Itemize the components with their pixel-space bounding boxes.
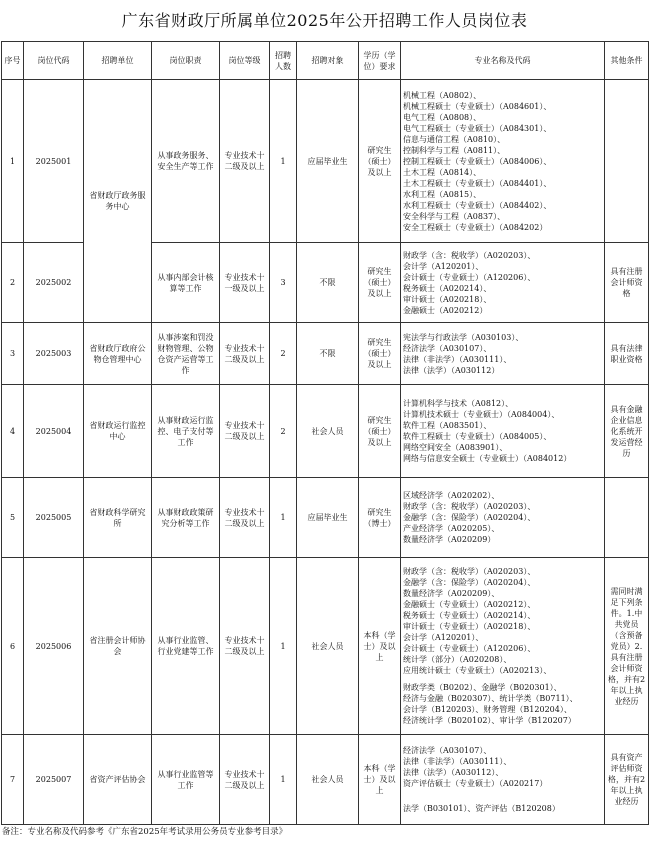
cell-seq: 1 (2, 80, 24, 243)
cell-code: 2025004 (24, 385, 84, 478)
cell-level: 专业技术十一级及以上 (220, 243, 270, 323)
cell-unit: 省财政厅政府公物仓管理中心 (84, 323, 152, 385)
cell-unit: 省资产评估协会 (84, 735, 152, 825)
major-line: 财政学（含：税收学）（A020203）、 (403, 502, 536, 511)
cell-edu: 本科（学士）及以上 (359, 735, 401, 825)
cell-code: 2025002 (24, 243, 84, 323)
major-line: 金融硕士（专业硕士）（A020212）、 (403, 600, 536, 609)
table-row (2, 323, 649, 385)
major-line: 宪法学与行政法学（A030103）、 (403, 332, 524, 342)
cell-other: 需同时满足下列条件。1.中共党员（含预备党员）2.具有注册会计师资格，并有2年以上执业经历 (605, 558, 649, 735)
cell-target: 应届毕业生 (297, 478, 359, 558)
table-row (2, 80, 649, 243)
major-line: 土木工程（A0814）、 (403, 167, 482, 177)
major-line: 水利工程硕士（专业硕士）（A084402）、 (403, 200, 552, 210)
major-line: 机械工程硕士（专业硕士）（A084601）、 (403, 101, 552, 111)
major-line: 应用统计硕士（专业硕士）（A020213）、 (403, 666, 552, 675)
cell-seq: 7 (2, 735, 24, 825)
cell-target: 社会人员 (297, 735, 359, 825)
table-row (2, 385, 649, 478)
cell-num: 1 (270, 558, 297, 735)
cell-unit: 省注册会计师协会 (84, 558, 152, 735)
major-line: 软件工程硕士（专业硕士）（A084005）、 (403, 432, 552, 441)
cell-target: 不限 (297, 243, 359, 323)
major-line: 会计硕士（专业硕士）（A120206）、 (403, 644, 536, 653)
cell-level: 专业技术十二级及以上 (220, 80, 270, 243)
cell-other: 具有资产评估师资格，并有2年以上执业经历 (605, 735, 649, 825)
cell-major (401, 243, 605, 323)
cell-code: 2025001 (24, 80, 84, 243)
job-table (1, 41, 649, 825)
cell-code: 2025007 (24, 735, 84, 825)
cell-level: 专业技术十二级及以上 (220, 385, 270, 478)
cell-major (401, 385, 605, 478)
cell-duty: 从事涉案和罚没财物管理、公物仓资产运营等工作 (152, 323, 220, 385)
cell-duty: 从事财政运行监控、电子支付等工作 (152, 385, 220, 478)
cell-code: 2025006 (24, 558, 84, 735)
major-line: 控制科学与工程（A0811）、 (403, 145, 506, 155)
cell-edu: 本科（学士）及以上 (359, 558, 401, 735)
cell-edu: 研究生（硕士）及以上 (359, 80, 401, 243)
major-line: 财政学（含：税收学）（A020203）、 (403, 567, 536, 576)
cell-other (605, 80, 649, 243)
cell-seq: 2 (2, 243, 24, 323)
cell-num: 2 (270, 323, 297, 385)
table-row (2, 558, 649, 735)
major-line: 法律（非法学）（A030111）、 (403, 354, 512, 364)
major-line: 经济统计学（B020102）、审计学（B120207） (403, 716, 576, 725)
cell-code: 2025005 (24, 478, 84, 558)
cell-edu: 研究生（硕士）及以上 (359, 323, 401, 385)
major-line: 法学（B030101）、资产评估（B120208） (403, 804, 560, 813)
cell-major (401, 80, 605, 243)
header-num: 招聘人数 (270, 42, 297, 80)
header-major: 专业名称及代码 (401, 42, 605, 80)
header-target: 招聘对象 (297, 42, 359, 80)
table-row (2, 478, 649, 558)
cell-unit: 省财政厅政务服务中心 (84, 80, 152, 323)
major-line: 财政学（含：税收学）（A020203）、 (403, 250, 536, 260)
header-seq: 序号 (2, 42, 24, 80)
cell-level: 专业技术十二级及以上 (220, 735, 270, 825)
major-line: 会计学（B120203）、财务管理（B120204）、 (403, 705, 572, 714)
cell-unit: 省财政运行监控中心 (84, 385, 152, 478)
major-line: 产业经济学（A020205）、 (403, 524, 500, 533)
major-line: 经济法学（A030107）、 (403, 343, 492, 353)
major-line: 统计学（部分）（A020208）、 (403, 655, 512, 664)
cell-seq: 4 (2, 385, 24, 478)
cell-num: 3 (270, 243, 297, 323)
major-line: 金融学（含：保险学）（A020204）、 (403, 578, 536, 587)
major-line: 审计硕士（A020218）、 (403, 294, 492, 304)
cell-level: 专业技术十二级及以上 (220, 478, 270, 558)
major-line (403, 789, 602, 803)
header-duty: 岗位职责 (152, 42, 220, 80)
header-level: 岗位等级 (220, 42, 270, 80)
page-title: 广东省财政厅所属单位2025年公开招聘工作人员岗位表 (121, 11, 528, 30)
major-line: 信息与通信工程（A0810）、 (403, 134, 506, 144)
major-line: 金融硕士（A020212） (403, 305, 488, 315)
major-line: 数量经济学（A020209） (403, 535, 496, 544)
major-line: 资产评估硕士（专业硕士）（A020217） (403, 779, 548, 788)
cell-code: 2025003 (24, 323, 84, 385)
major-line: 审计硕士（专业硕士）（A020218）、 (403, 622, 536, 631)
major-line: 区域经济学（A020202）、 (403, 491, 500, 500)
major-line: 控制工程硕士（专业硕士）（A084006）、 (403, 156, 552, 166)
header-edu: 学历（学位）要求 (359, 42, 401, 80)
cell-num: 1 (270, 478, 297, 558)
cell-num: 1 (270, 80, 297, 243)
major-line: 会计硕士（专业硕士）（A120206）、 (403, 272, 536, 282)
major-line: 电气工程硕士（专业硕士）（A084301）、 (403, 123, 552, 133)
major-line: 金融学（含：保险学）（A020204）、 (403, 513, 536, 522)
cell-seq: 3 (2, 323, 24, 385)
cell-edu: 研究生（硕士）及以上 (359, 385, 401, 478)
major-line: 会计学（A120201）、 (403, 261, 484, 271)
major-line: 法律（非法学）（A030111）、 (403, 757, 512, 766)
major-line: 税务硕士（专业硕士）（A020214）、 (403, 611, 536, 620)
cell-target: 社会人员 (297, 385, 359, 478)
major-line: 网络空间安全（A083901）、 (403, 443, 508, 452)
cell-duty: 从事财政政策研究分析等工作 (152, 478, 220, 558)
cell-duty: 从事行业监管等工作 (152, 735, 220, 825)
table-row (2, 735, 649, 825)
major-line: 法律（法学）（A030112）、 (403, 768, 504, 777)
cell-unit: 省财政科学研究所 (84, 478, 152, 558)
major-line: 数量经济学（A020209）、 (403, 589, 500, 598)
major-line: 法律（法学）（A030112） (403, 365, 500, 375)
cell-level: 专业技术十二级及以上 (220, 558, 270, 735)
major-line: 经济与金融（B020307）、统计学类（B0711）、 (403, 694, 578, 703)
major-line: 电气工程（A0808）、 (403, 112, 482, 122)
major-line: 安全工程硕士（专业硕士）（A084202） (403, 222, 548, 232)
cell-target: 社会人员 (297, 558, 359, 735)
cell-major (401, 478, 605, 558)
header-code: 岗位代码 (24, 42, 84, 80)
major-line: 经济法学（A030107）、 (403, 746, 492, 755)
cell-num: 2 (270, 385, 297, 478)
table-header-row (2, 42, 649, 80)
cell-level: 专业技术十二级及以上 (220, 323, 270, 385)
cell-edu: 研究生（博士） (359, 478, 401, 558)
cell-other (605, 478, 649, 558)
major-line: 会计学（A120201）、 (403, 633, 484, 642)
cell-other: 具有注册会计师资格 (605, 243, 649, 323)
cell-edu: 研究生（硕士）及以上 (359, 243, 401, 323)
header-unit: 招聘单位 (84, 42, 152, 80)
major-line: 安全科学与工程（A0837）、 (403, 211, 506, 221)
cell-seq: 5 (2, 478, 24, 558)
major-line: 土木工程硕士（专业硕士）（A084401）、 (403, 178, 552, 188)
major-line: 机械工程（A0802）、 (403, 90, 482, 100)
cell-target: 不限 (297, 323, 359, 385)
major-line: 税务硕士（A020214）、 (403, 283, 492, 293)
cell-target: 应届毕业生 (297, 80, 359, 243)
major-line: 财政学类（B0202）、金融学（B020301）、 (403, 683, 562, 692)
major-line: 水利工程（A0815）、 (403, 189, 482, 199)
cell-seq: 6 (2, 558, 24, 735)
cell-duty: 从事行业监管、行业党建等工作 (152, 558, 220, 735)
cell-major (401, 323, 605, 385)
footnote: 备注：专业名称及代码参考《广东省2025年考试录用公务员专业参考目录》 (2, 827, 288, 837)
major-line: 计算机技术硕士（专业硕士）（A084004）、 (403, 410, 560, 419)
major-line: 计算机科学与技术（A0812）、 (403, 399, 514, 408)
cell-duty: 从事内部会计核算等工作 (152, 243, 220, 323)
cell-other: 具有法律职业资格 (605, 323, 649, 385)
cell-major (401, 735, 605, 825)
major-line: 软件工程（A083501）、 (403, 421, 492, 430)
cell-major (401, 558, 605, 735)
cell-duty: 从事政务服务、安全生产等工作 (152, 80, 220, 243)
header-other: 其他条件 (605, 42, 649, 80)
cell-num: 1 (270, 735, 297, 825)
major-line: 网络与信息安全硕士（专业硕士）（A084012） (403, 454, 572, 463)
cell-other: 具有金融企业信息化系统开发运营经历 (605, 385, 649, 478)
